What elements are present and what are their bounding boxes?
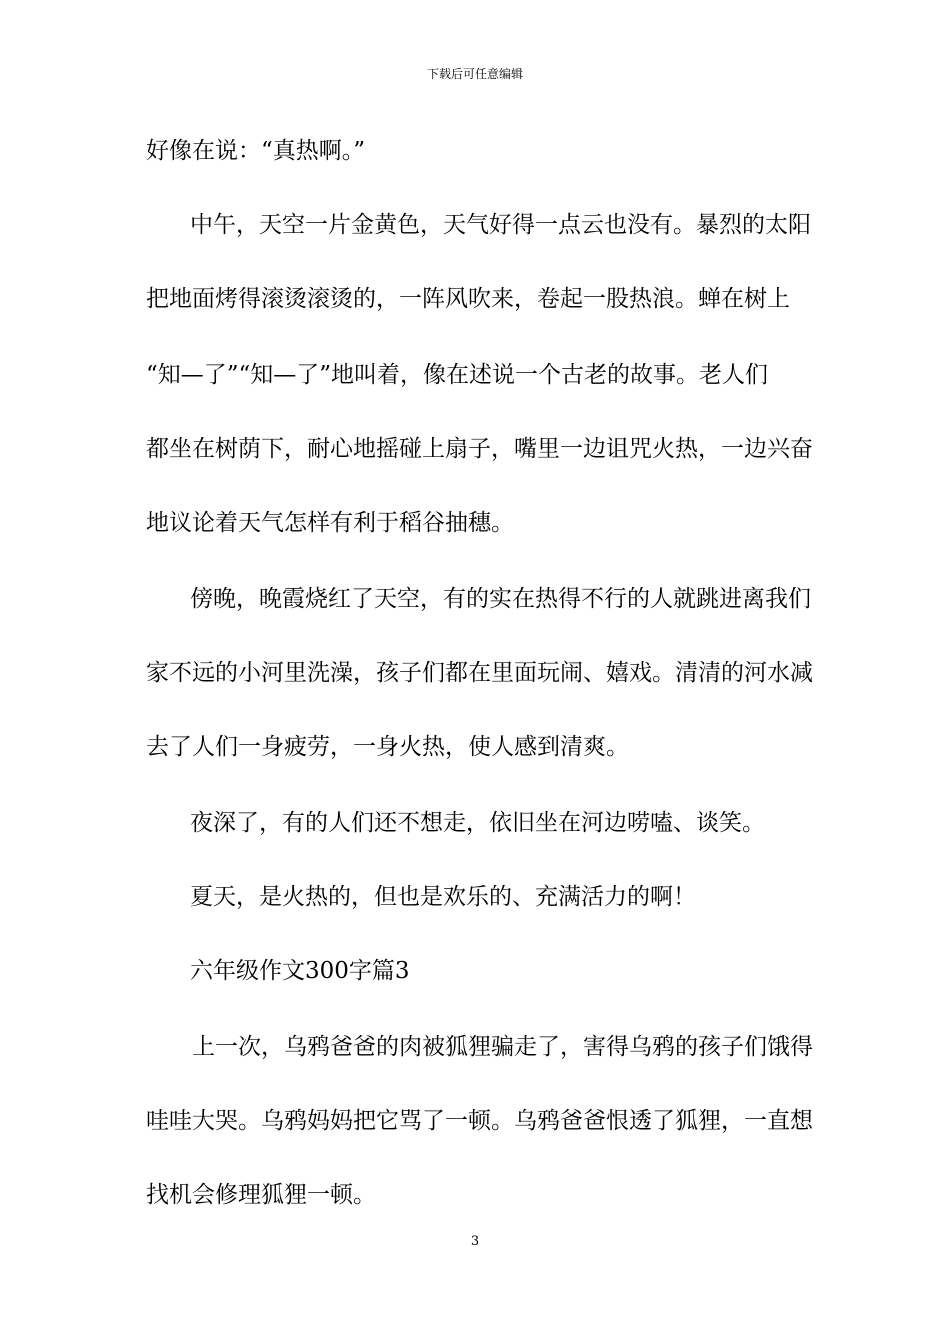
text-line: 中午，天空一片金黄色，天气好得一点云也没有。暴烈的太阳 (190, 212, 811, 238)
page-number: 3 (470, 1234, 480, 1249)
page-header: 下载后可任意编辑 (426, 67, 523, 81)
text-line: 都坐在树荫下，耐心地摇碰上扇子，嘴里一边诅咒火热，一边兴奋 (146, 436, 813, 462)
text-line: 找机会修理狐狸一顿。 (146, 1182, 376, 1208)
text-line: 去了人们一身疲劳，一身火热，使人感到清爽。 (146, 734, 629, 760)
text-line: 上一次，乌鸦爸爸的肉被狐狸骗走了，害得乌鸦的孩子们饿得 (192, 1034, 813, 1060)
text-line: 好像在说：“真热啊。” (146, 138, 366, 164)
text-line: 夏天，是火热的，但也是欢乐的、充满活力的啊！ (190, 884, 696, 910)
text-line: 把地面烤得滚烫滚烫的，一阵风吹来，卷起一股热浪。蝉在树上 (146, 286, 790, 312)
text-line: 地议论着天气怎样有利于稻谷抽穗。 (146, 510, 514, 536)
text-line: 夜深了，有的人们还不想走，依旧坐在河边唠嗑、谈笑。 (190, 810, 765, 836)
text-line: 哇哇大哭。乌鸦妈妈把它骂了一顿。乌鸦爸爸恨透了狐狸，一直想 (146, 1108, 813, 1134)
text-line: “知—了”“知—了”地叫着，像在述说一个古老的故事。老人们 (146, 362, 769, 388)
text-line: 家不远的小河里洗澡，孩子们都在里面玩闹、嬉戏。清清的河水减 (146, 660, 813, 686)
section-title: 六年级作文300字篇3 (190, 958, 410, 984)
text-line: 傍晚，晚霞烧红了天空，有的实在热得不行的人就跳进离我们 (190, 586, 811, 612)
